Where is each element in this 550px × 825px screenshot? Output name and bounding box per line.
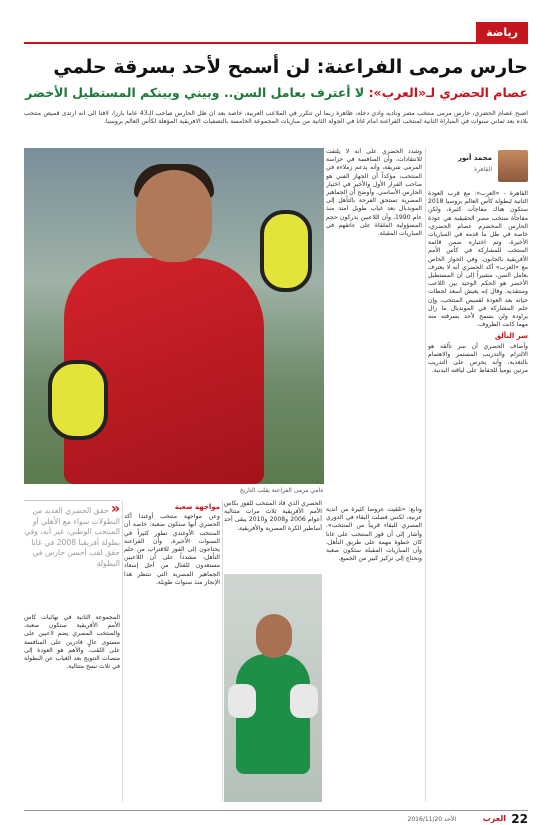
- pull-quote-text: حقق الحضري العديد من البطولات سواء مع الأهلي أو المنتخب الوطني، غير أنه، وفي بطولة أفريقيا 2008 في غانا حقق لقب أحسن حارس في البطولة: [24, 506, 120, 568]
- subhead-rest: لا أعترف بعامل السن.. وبيني وبينكم المستطيل الأخضر: [25, 85, 369, 100]
- column-e-text: وعن مواجهة منتخب أوغندا أكد الحضري أنها ستكون صعبة، خاصة أن المنتخب الأوغندي تطور كثيراً في السنوات الأخيرة، وأن الفراعنة يحتاجون إلى الفوز للاقتراب من حلم التأهل، مشدداً على أن اللاعبين مستعدون للقتال من أجل إسعاد الجماهير المصرية التي تنتظر هذا الإنجاز منذ سنوات طويلة.: [124, 513, 220, 586]
- article-headline: حارس مرمى الفراعنة: لن أسمح لأحد بسرقة حلمي: [53, 56, 528, 78]
- quote-mark-icon: «: [110, 501, 120, 517]
- author-name: محمد أنور: [458, 154, 492, 162]
- column-divider: [122, 500, 123, 802]
- goalkeeper-glove-right: [260, 210, 312, 292]
- column-f: [24, 614, 120, 802]
- column-c-text: وتابع: «تلقيت عروضاً كثيرة من أندية عربية، لكنني فضلت البقاء في الدوري المصري للبقاء قريباً من المنتخب». وأشار إلى أن فوز المنتخب على غانا كان خطوة مهمة على طريق التأهل، وأن المباريات المقبلة ستكون صعبة وتحتاج إلى تركيز كبير من الجميع.: [326, 506, 422, 563]
- column-divider: [222, 500, 223, 802]
- author-avatar: [498, 150, 528, 182]
- column-b: [326, 148, 422, 500]
- goalkeeper-glove-left: [48, 360, 108, 440]
- column-divider: [425, 148, 426, 802]
- secondary-photo: [224, 574, 322, 802]
- photo-caption: عامي مرمى الفراعنة يقلب التاريخ: [239, 487, 324, 494]
- column-c: [326, 506, 422, 802]
- article-lede: اصبح عصام الحضري، حارس مرمى منتخب مصر وناديه وادي دجلة، ظاهرة ربما لن تتكرر في الملاعب العربية، خاصة بعد أن ظل الحارس صاحب الـ43 عاماً بارزاً، لافتاً الى أنه ارتدى قميص منتخب بلاده بعد ثماني سنوات في المباراة الثانية لمنتخب الفراعنة امام غانا في الجولة الثانية من مباريات المجموعة الخامسة بالتصفيات الافريقية المؤهلة لكأس العالم بروسيا.: [24, 110, 528, 126]
- column-a-text-2: وأضاف الحضري أن سر تألقه هو الالتزام والتدريب المستمر والاهتمام بالتغذية، وأنه يحرص على التدريب مرتين يومياً للحفاظ على لياقته البدنية.: [428, 342, 528, 375]
- pull-quote: [24, 500, 120, 610]
- column-a: [428, 190, 528, 802]
- column-f-text: المجموعة الثانية في نهائيات كأس الأمم الأفريقية ستكون صعبة، والمنتخب المصري يضم لاعبين على مستوى عالٍ قادرين على المنافسة على اللقب، والأهم هو العودة إلى منصات التتويج بعد الغياب عن البطولة في ثلاث نسخ متتالية.: [24, 614, 120, 671]
- section-tag: رياضة: [476, 22, 528, 44]
- column-d-text: الحضري الذي قاد المنتخب للفوز بكأس الأمم الأفريقية ثلاث مرات متتالية أعوام 2006 و2008 و2010 يبقى أحد أساطير الكرة المصرية والأفريقية.: [224, 500, 322, 532]
- author-place: القاهرة: [474, 166, 492, 173]
- column-a-subheading: سر التألق: [494, 332, 528, 341]
- section-bar: [24, 22, 528, 44]
- column-d: [224, 500, 322, 572]
- column-e-subheading: مواجهة صعبة: [174, 503, 220, 511]
- author-box: [434, 150, 528, 184]
- main-photo: [24, 148, 324, 484]
- article-subhead: [24, 84, 528, 102]
- glove-right: [290, 684, 318, 718]
- glove-left: [228, 684, 256, 718]
- page-number: 22: [511, 812, 528, 825]
- column-e: [124, 500, 220, 802]
- column-a-text: القاهرة - «العرب»: مع قرب العودة الثانية لبطولة كأس العالم بروسيا 2018 ستكون هناك مفاجآت كثيرة، ولكن مفاجأة منتخب مصر الحقيقية هي عودة الحارس المخضرم عصام الحضري، خاصة في ظل ما قدمه في المباريات الأخيرة، وتم اختياره ضمن قائمة المنتخب للمشاركة في كأس الأمم الأفريقية بالجابون. وفي الحوار الخاص مع «العرب» أكد الحضري أنه لا يعترف بعامل السن، مشيراً إلى أن المستطيل الأخضر هو الحكم الوحيد بين اللاعب ومنتقديه. وقال إنه يعيش أسعد لحظات حياته بعد العودة لقميص المنتخب، وإن حلم المشاركة في المونديال ما زال يراوده ولن يسمح لأحد بسرقته منه مهما كانت الظروف.: [428, 190, 528, 329]
- subhead-lead: عصام الحضري لـ«العرب»:: [368, 85, 528, 100]
- issue-date: الأحد 2016/11/20: [407, 816, 456, 823]
- page-footer: [24, 810, 528, 825]
- kneeling-goalkeeper-head: [256, 614, 292, 658]
- newspaper-page: [24, 22, 528, 825]
- column-b-text: وشدد الحضري على أنه لا يلتفت للانتقادات، وأن المنافسة في حراسة المرمى شريفة، وأنه يدعم زملاءه في المنتخب، مؤكداً أن الجهاز الفني هو صاحب القرار الأول والأخير في اختيار الحارس الأساسي. وأوضح أن الجماهير المصرية تستحق الفرحة بالتأهل إلى المونديال بعد غياب طويل امتد منذ عام 1990، وأن اللاعبين يدركون حجم المسؤولية الملقاة على عاتقهم في المباريات المقبلة.: [326, 148, 422, 238]
- newspaper-name: العرب: [482, 814, 506, 823]
- goalkeeper-head: [136, 170, 212, 262]
